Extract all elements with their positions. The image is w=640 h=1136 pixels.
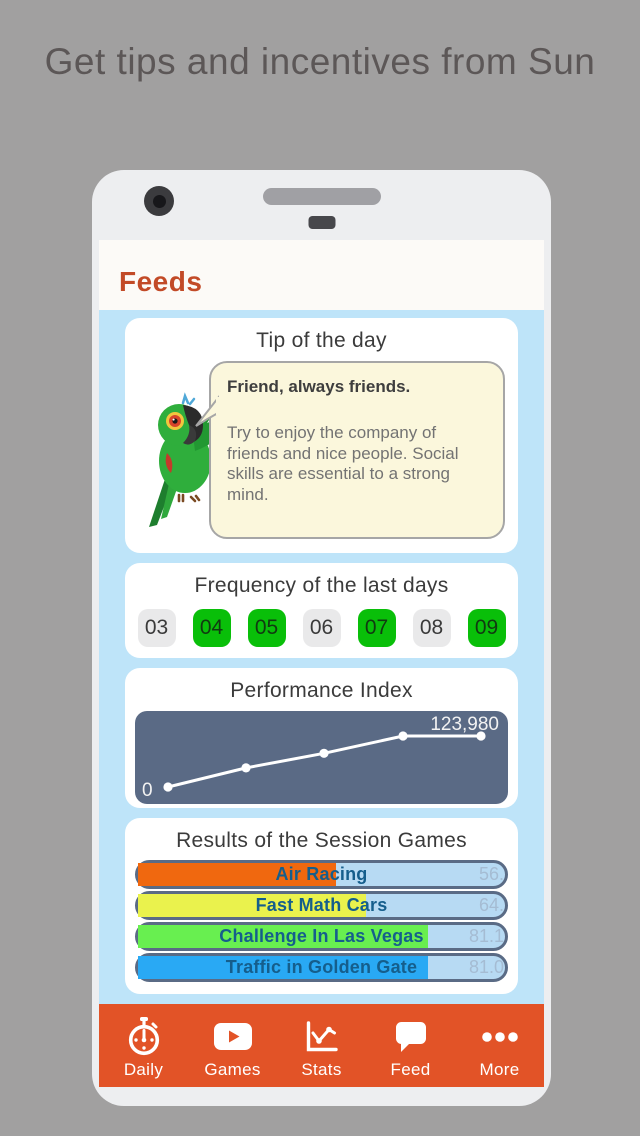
chart-min-label: 0 <box>142 780 153 801</box>
nav-item-stats[interactable] <box>277 1004 366 1087</box>
game-result-row <box>135 922 508 951</box>
ellipsis-icon <box>479 1016 521 1058</box>
game-name-label: Challenge In Las Vegas <box>219 926 424 946</box>
nav-item-more[interactable] <box>455 1004 544 1087</box>
tip-of-the-day-card <box>125 318 518 553</box>
game-name-label: Air Racing <box>275 864 368 884</box>
line-chart-icon <box>304 1016 340 1058</box>
chart-max-label: 123,980 <box>430 714 499 735</box>
game-score-value: 81.0 <box>468 957 504 977</box>
performance-card-title: Performance Index <box>230 679 413 702</box>
chat-bubble-icon <box>393 1016 429 1058</box>
tip-text: Try to enjoy the company of friends and nice people. Social skills are essential to a strong mind. <box>227 423 459 505</box>
performance-line-chart <box>135 711 508 804</box>
feed-content <box>99 310 544 1004</box>
nav-item-games[interactable] <box>188 1004 277 1087</box>
earpiece-speaker <box>263 188 381 205</box>
results-card-title: Results of the Session Games <box>176 829 467 852</box>
game-score-value: 64. <box>478 895 504 915</box>
tip-headline: Friend, always friends. <box>227 377 411 396</box>
frequency-card <box>125 563 518 658</box>
nav-label: Stats <box>301 1060 342 1079</box>
nav-label: Games <box>204 1060 261 1079</box>
game-name-label: Fast Math Cars <box>255 895 388 915</box>
app-screen <box>99 240 544 1079</box>
results-bars <box>135 860 508 982</box>
page-title: Get tips and incentives from Sun <box>44 41 596 82</box>
play-icon <box>214 1016 252 1058</box>
game-name-label: Traffic in Golden Gate <box>225 957 418 977</box>
day-chip-05: 05 <box>248 609 286 647</box>
day-chip-03: 03 <box>138 609 176 647</box>
nav-item-feed[interactable] <box>366 1004 455 1087</box>
frequency-card-title: Frequency of the last days <box>194 574 449 597</box>
days-row <box>125 609 518 647</box>
stopwatch-icon <box>125 1016 163 1058</box>
nav-label: Feed <box>390 1060 431 1079</box>
nav-label: More <box>479 1060 520 1079</box>
phone-frame <box>92 170 551 1106</box>
nav-item-daily[interactable] <box>99 1004 188 1087</box>
day-chip-09: 09 <box>468 609 506 647</box>
game-score-value: 81.1 <box>468 926 504 946</box>
proximity-sensor <box>308 216 335 229</box>
day-chip-06: 06 <box>303 609 341 647</box>
nav-label: Daily <box>123 1060 164 1079</box>
tip-card-body <box>125 353 518 548</box>
bottom-nav-bar <box>99 1004 544 1087</box>
game-result-row <box>135 860 508 889</box>
day-chip-08: 08 <box>413 609 451 647</box>
session-results-card <box>125 818 518 994</box>
game-result-row <box>135 891 508 920</box>
app-header-title: Feeds <box>119 266 203 297</box>
game-score-value: 56. <box>478 864 504 884</box>
day-chip-07: 07 <box>358 609 396 647</box>
app-header <box>99 240 544 310</box>
speech-bubble <box>209 361 505 539</box>
day-chip-04: 04 <box>193 609 231 647</box>
speech-bubble-tail <box>193 397 219 429</box>
tip-card-title: Tip of the day <box>256 329 387 352</box>
performance-card <box>125 668 518 808</box>
game-result-row <box>135 953 508 982</box>
front-camera-icon <box>144 186 174 216</box>
